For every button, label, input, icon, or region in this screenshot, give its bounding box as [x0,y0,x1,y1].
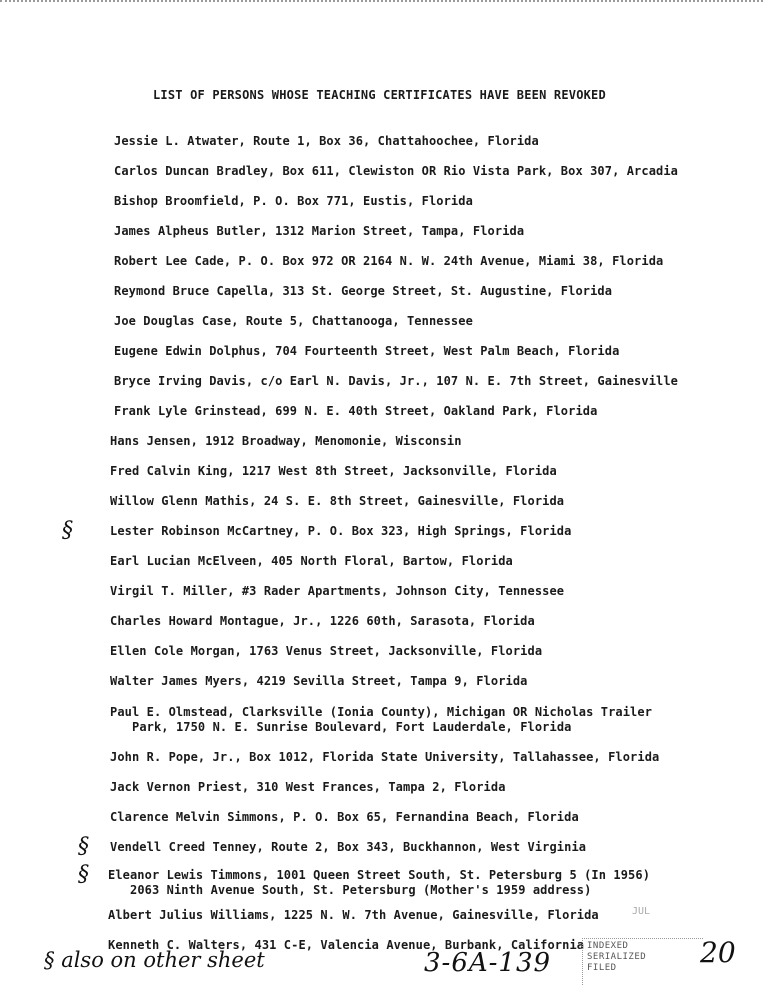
stamp-date: JUL [632,906,651,917]
list-item-text: Albert Julius Williams, 1225 N. W. 7th Avenue, Gainesville, Florida [108,908,599,922]
list-item-text: Frank Lyle Grinstead, 699 N. E. 40th Street, Oakland Park, Florida [114,404,598,418]
list-item [110,840,586,855]
list-item [114,134,539,149]
list-item-text: Bryce Irving Davis, c/o Earl N. Davis, Jr., 107 N. E. 7th Street, Gainesville [114,374,678,388]
list-item-text: Earl Lucian McElveen, 405 North Floral, Bartow, Florida [110,554,513,568]
list-item-text: Ellen Cole Morgan, 1763 Venus Street, Jacksonville, Florida [110,644,543,658]
list-item [110,674,528,689]
list-item [108,868,650,898]
handwritten-footnote [44,948,265,972]
list-item [110,705,652,735]
list-item [110,614,535,629]
page-edge-dots [0,0,763,5]
list-item-text: Jack Vernon Priest, 310 West Frances, Tampa 2, Florida [110,780,506,794]
list-item [110,750,659,765]
list-item [110,554,513,569]
list-item [114,374,678,389]
handwritten-initials: 20 [700,936,736,969]
list-item [108,908,599,923]
stamp-serialized: SERIALIZED [587,952,647,962]
list-item [114,254,663,269]
handwritten-footnote-text: also on other sheet [61,948,265,972]
list-item-text: Eugene Edwin Dolphus, 704 Fourteenth Street, West Palm Beach, Florida [114,344,620,358]
stamp-indexed: INDEXED [587,941,629,951]
file-stamp [582,938,703,985]
list-item-text: Lester Robinson McCartney, P. O. Box 323, High Springs, Florida [110,524,572,538]
list-item [114,344,619,359]
list-item-text: Jessie L. Atwater, Route 1, Box 36, Chattahoochee, Florida [114,134,539,148]
list-item [110,524,571,539]
stamp-filed: FILED [587,963,617,973]
list-item-text: Willow Glenn Mathis, 24 S. E. 8th Street, Gainesville, Florida [110,494,565,508]
list-item [110,584,564,599]
list-item-text: Charles Howard Montague, Jr., 1226 60th, Sarasota, Florida [110,614,535,628]
list-item [110,780,506,795]
list-item [110,494,564,509]
list-item-text: Joe Douglas Case, Route 5, Chattanooga, Tennessee [114,314,473,328]
page-title: LIST OF PERSONS WHOSE TEACHING CERTIFICATES HAVE BEEN REVOKED [153,88,606,102]
list-item-text: Carlos Duncan Bradley, Box 611, Clewiston OR Rio Vista Park, Box 307, Arcadia [114,164,678,178]
list-item [114,194,473,209]
list-item [110,434,462,449]
list-item-text: Bishop Broomfield, P. O. Box 771, Eustis, Florida [114,194,473,208]
list-item [110,644,542,659]
handwritten-mark-icon: § [62,518,73,543]
list-item-text: Vendell Creed Tenney, Route 2, Box 343, Buckhannon, West Virginia [110,840,587,854]
list-item-continuation: 2063 Ninth Avenue South, St. Petersburg (Mother's 1959 address) [130,883,592,897]
list-item-text: Virgil T. Miller, #3 Rader Apartments, Johnson City, Tennessee [110,584,565,598]
list-item [114,164,678,179]
list-item-text: Clarence Melvin Simmons, P. O. Box 65, Fernandina Beach, Florida [110,810,579,824]
list-item-text: Fred Calvin King, 1217 West 8th Street, Jacksonville, Florida [110,464,557,478]
list-item [114,314,473,329]
list-item-text: Robert Lee Cade, P. O. Box 972 OR 2164 N. W. 24th Avenue, Miami 38, Florida [114,254,664,268]
handwritten-mark-icon: § [78,862,89,887]
list-item-text: Eleanor Lewis Timmons, 1001 Queen Street South, St. Petersburg 5 (In 1956) [108,868,651,882]
list-item-text: Reymond Bruce Capella, 313 St. George Street, St. Augustine, Florida [114,284,613,298]
list-item-text: John R. Pope, Jr., Box 1012, Florida State University, Tallahassee, Florida [110,750,660,764]
list-item-text: James Alpheus Butler, 1312 Marion Street, Tampa, Florida [114,224,525,238]
list-item-text: Paul E. Olmstead, Clarksville (Ionia County), Michigan OR Nicholas Trailer [110,705,653,719]
list-item-text: Kenneth C. Walters, 431 C-E, Valencia Avenue, Burbank, California [108,938,585,952]
list-item [110,464,557,479]
list-item-text: Walter James Myers, 4219 Sevilla Street, Tampa 9, Florida [110,674,528,688]
list-item [114,284,612,299]
handwritten-mark-icon: § [78,834,89,859]
list-item-continuation: Park, 1750 N. E. Sunrise Boulevard, Fort Lauderdale, Florida [132,720,572,734]
footnote-mark: § [44,948,55,972]
list-item [114,224,524,239]
list-item [114,404,597,419]
list-item-text: Hans Jensen, 1912 Broadway, Menomonie, Wisconsin [110,434,462,448]
handwritten-file-number: 3-6A-139 [424,948,552,978]
list-item [110,810,579,825]
